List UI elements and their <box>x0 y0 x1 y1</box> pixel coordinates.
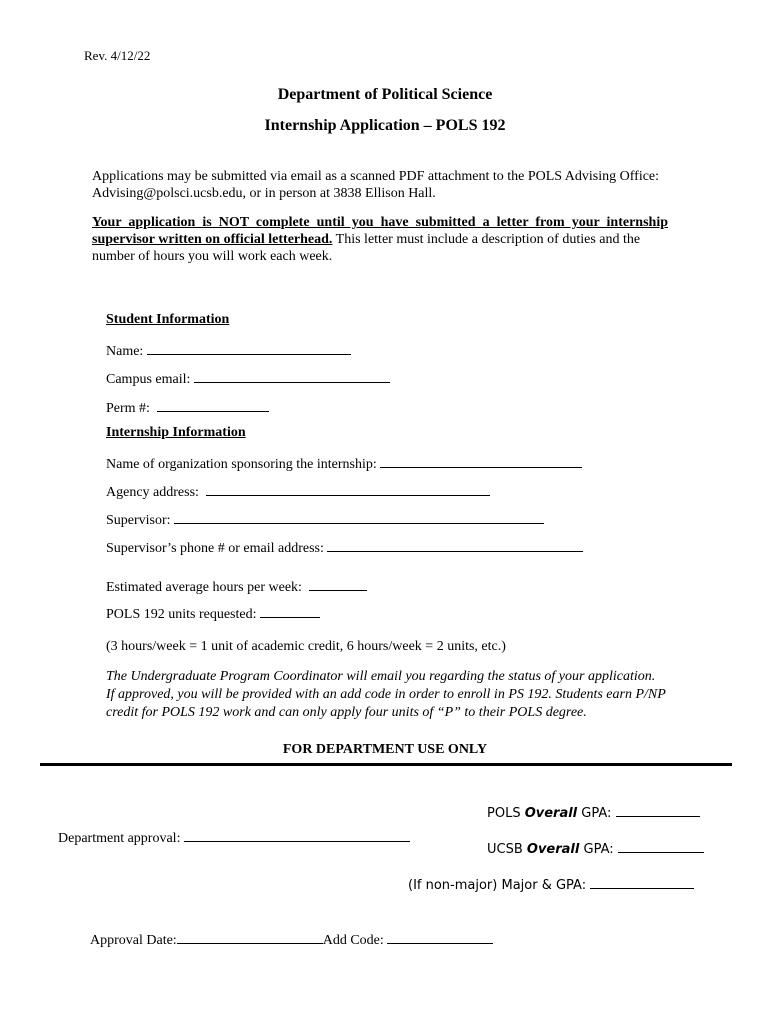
campus-email-field[interactable] <box>106 368 390 388</box>
perm-label: Perm #: <box>106 401 150 416</box>
department-title: Department of Political Science <box>277 86 493 103</box>
hours-per-week-input-line[interactable] <box>309 576 367 591</box>
campus-email-input-line[interactable] <box>194 368 390 383</box>
internship-info-heading: Internship Information <box>106 425 246 440</box>
supervisor-input-line[interactable] <box>174 509 544 524</box>
nonmajor-gpa-input-line[interactable] <box>590 874 694 889</box>
submission-instructions: Applications may be submitted via email as a scanned PDF attachment to the POLS Advising Office: Advising@polsci.ucsb.edu, or in person at 3838 Ellison Hall. <box>92 169 660 201</box>
ucsb-gpa-label-post: GPA: <box>579 842 614 857</box>
supervisor-contact-input-line[interactable] <box>327 537 583 552</box>
agency-address-label: Agency address: <box>106 485 199 500</box>
perm-input-line[interactable] <box>157 397 269 412</box>
revision-date: Rev. 4/12/22 <box>84 48 151 63</box>
approval-date-field[interactable] <box>90 929 493 949</box>
supervisor-label: Supervisor: <box>106 513 171 528</box>
pols-gpa-label-pre: POLS <box>487 806 525 821</box>
nonmajor-gpa-label: (If non-major) Major & GPA: <box>408 878 587 893</box>
organization-field[interactable] <box>106 453 582 473</box>
organization-label: Name of organization sponsoring the internship: <box>106 457 377 472</box>
section-divider <box>40 763 732 766</box>
name-input-line[interactable] <box>147 340 351 355</box>
letter-requirement <box>92 214 668 265</box>
ucsb-gpa-label-pre: UCSB <box>487 842 527 857</box>
department-approval-label: Department approval: <box>58 831 181 846</box>
units-requested-input-line[interactable] <box>260 603 320 618</box>
ucsb-gpa-field[interactable] <box>487 838 704 857</box>
add-code-label: Add Code: <box>322 933 384 948</box>
campus-email-label: Campus email: <box>106 372 191 387</box>
supervisor-field[interactable] <box>106 509 544 529</box>
approval-date-input-line[interactable] <box>177 929 323 944</box>
student-info-heading: Student Information <box>106 312 230 327</box>
requirement-description: This letter must include a description of duties and the number of hours you will work each week. <box>92 232 641 264</box>
pols-gpa-label-em: Overall <box>524 806 578 821</box>
name-field[interactable] <box>106 340 351 360</box>
units-requested-field[interactable] <box>106 603 320 623</box>
department-approval-input-line[interactable] <box>184 827 410 842</box>
agency-address-input-line[interactable] <box>206 481 490 496</box>
ucsb-gpa-input-line[interactable] <box>618 838 704 853</box>
ucsb-gpa-label-em: Overall <box>526 842 580 857</box>
perm-field[interactable] <box>106 397 269 417</box>
requirement-bold-text: Your application is NOT complete until you have submitted a letter from your internship <box>92 215 668 230</box>
add-code-input-line[interactable] <box>387 929 493 944</box>
units-requested-label: POLS 192 units requested: <box>106 607 257 622</box>
pols-gpa-label-post: GPA: <box>577 806 612 821</box>
requirement-bold-text-2: supervisor written on official letterhead. <box>92 232 333 247</box>
supervisor-contact-field[interactable] <box>106 537 583 557</box>
coordinator-note: The Undergraduate Program Coordinator will email you regarding the status of your application. If approved, you will be provided with an add code in order to enroll in PS 192. Students earn P/NP credit for POLS 192 work and can only apply four units of “P” to their POLS degree. <box>106 669 666 720</box>
department-approval-field[interactable] <box>58 827 410 847</box>
nonmajor-gpa-field[interactable] <box>408 874 694 893</box>
organization-input-line[interactable] <box>380 453 582 468</box>
units-note: (3 hours/week = 1 unit of academic credit, 6 hours/week = 2 units, etc.) <box>106 639 506 654</box>
pols-gpa-input-line[interactable] <box>616 802 700 817</box>
hours-per-week-field[interactable] <box>106 576 367 596</box>
hours-per-week-label: Estimated average hours per week: <box>106 580 302 595</box>
supervisor-contact-label: Supervisor’s phone # or email address: <box>106 541 324 556</box>
approval-date-label: Approval Date: <box>90 933 177 948</box>
application-title: Internship Application – POLS 192 <box>264 117 506 134</box>
agency-address-field[interactable] <box>106 481 490 501</box>
pols-gpa-field[interactable] <box>487 802 700 821</box>
name-label: Name: <box>106 344 144 359</box>
department-use-heading: FOR DEPARTMENT USE ONLY <box>282 742 488 757</box>
